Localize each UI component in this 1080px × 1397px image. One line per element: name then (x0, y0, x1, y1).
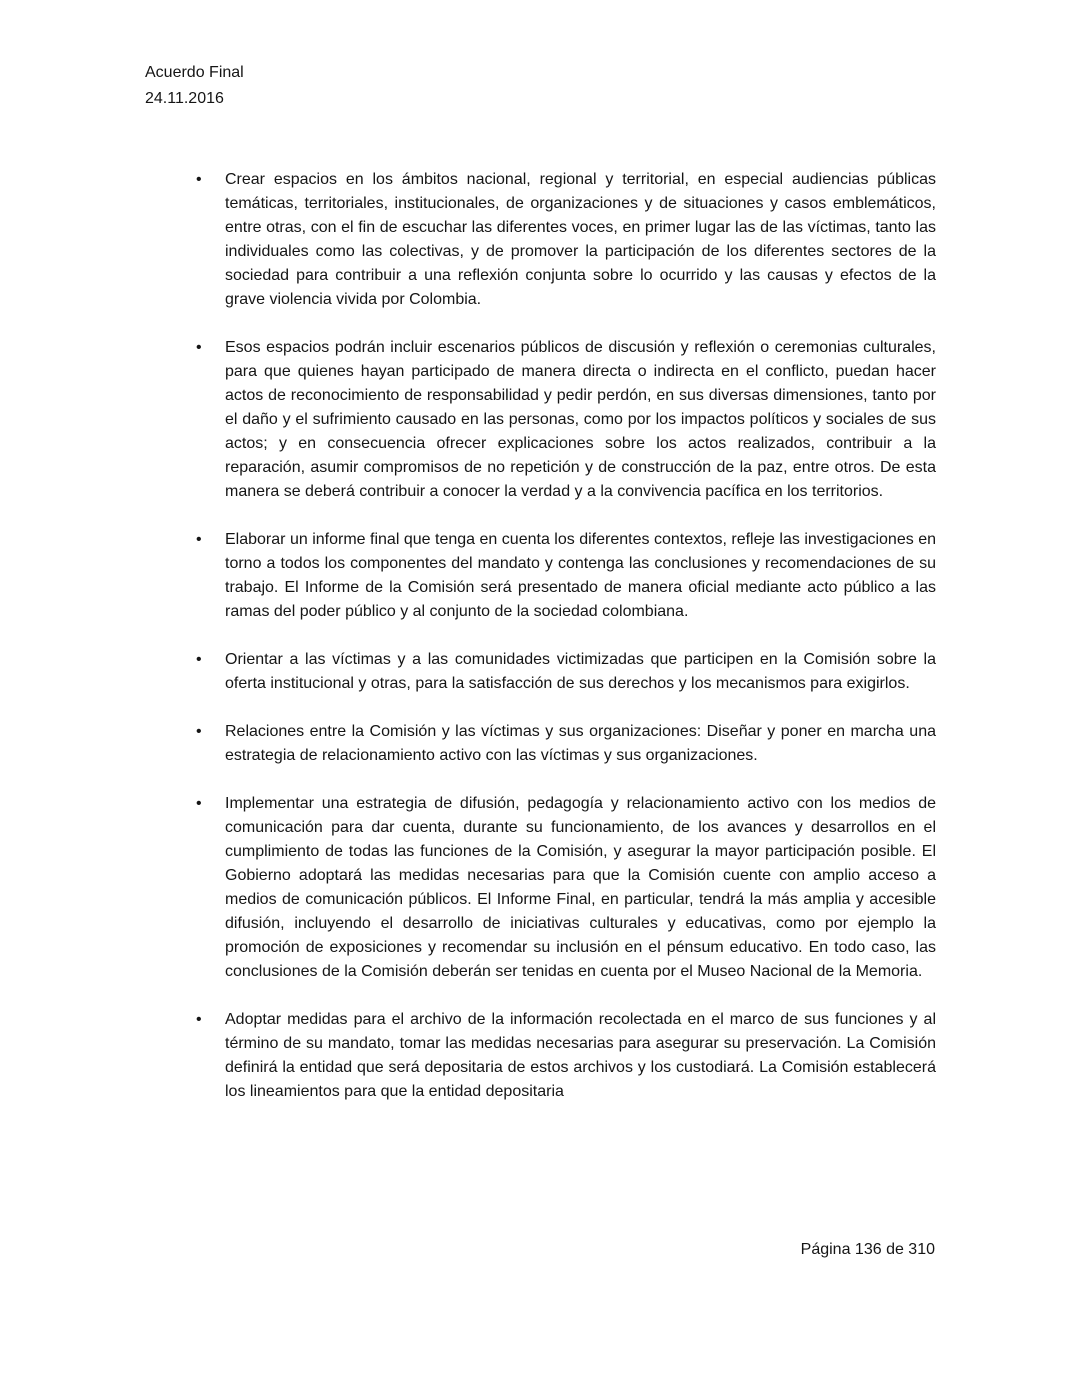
bullet-icon: • (196, 171, 202, 188)
bullet-icon: • (196, 723, 202, 740)
list-item (196, 336, 936, 504)
bullet-icon: • (196, 795, 202, 812)
paragraph-text: Implementar una estrategia de difusión, pedagogía y relacionamiento activo con los medios de comunicación para dar cuenta, durante su funcionamiento, de los avances y desarrollos en el cumplimiento de todas las funciones de la Comisión, y asegurar la mayor participación posible. El Gobierno adoptará las medidas necesarias para que la Comisión cuente con amplio acceso a medios de comunicación públicos. El Informe Final, en particular, tendrá la más amplia y accesible difusión, incluyendo el desarrollo de iniciativas culturales y educativas, como por ejemplo la promoción de exposiciones y recomendar su inclusión en el pénsum educativo. En todo caso, las conclusiones de la Comisión deberán ser tenidas en cuenta por el Museo Nacional de la Memoria. (225, 795, 936, 980)
page-number: Página 136 de 310 (800, 1241, 935, 1258)
paragraph-text: Orientar a las víctimas y a las comunidades victimizadas que participen en la Comisión sobre la oferta institucional y otras, para la satisfacción de sus derechos y los mecanismos para exigirlos. (225, 651, 936, 692)
document-title: Acuerdo Final (145, 64, 244, 81)
list-item (196, 168, 936, 312)
bullet-list (196, 168, 936, 1128)
document-header (145, 60, 244, 112)
paragraph-text: Elaborar un informe final que tenga en cuenta los diferentes contextos, refleje las investigaciones en torno a todos los componentes del mandato y contenga las conclusiones y recomendaciones de su trabajo. El Informe de la Comisión será presentado de manera oficial mediante acto público a las ramas del poder público y al conjunto de la sociedad colombiana. (225, 531, 936, 620)
list-item (196, 792, 936, 984)
document-date: 24.11.2016 (145, 90, 224, 107)
paragraph-text: Relaciones entre la Comisión y las víctimas y sus organizaciones: Diseñar y poner en marcha una estrategia de relacionamiento activo con las víctimas y sus organizaciones. (225, 723, 936, 764)
list-item (196, 1008, 936, 1104)
bullet-icon: • (196, 651, 202, 668)
paragraph-text: Crear espacios en los ámbitos nacional, regional y territorial, en especial audiencias públicas temáticas, territoriales, institucionales, de organizaciones y de situaciones y casos emblemáticos, entre otras, con el fin de escuchar las diferentes voces, en primer lugar las de las víctimas, tanto las individuales como las colectivas, y de promover la participación de los diferentes sectores de la sociedad para contribuir a una reflexión conjunta sobre lo ocurrido y las causas y efectos de la grave violencia vivida por Colombia. (225, 171, 936, 308)
paragraph-text: Adoptar medidas para el archivo de la información recolectada en el marco de sus funciones y al término de su mandato, tomar las medidas necesarias para asegurar su preservación. La Comisión definirá la entidad que será depositaria de estos archivos y los custodiará. La Comisión establecerá los lineamientos para que la entidad depositaria (225, 1011, 936, 1100)
list-item (196, 720, 936, 768)
paragraph-text: Esos espacios podrán incluir escenarios públicos de discusión y reflexión o ceremonias culturales, para que quienes hayan participado de manera directa o indirecta en el conflicto, puedan hacer actos de reconocimiento de responsabilidad y pedir perdón, en sus diversas dimensiones, tanto por el daño y el sufrimiento causado en las personas, como por los impactos políticos y sociales de sus actos; y en consecuencia ofrecer explicaciones sobre los actos realizados, contribuir a la reparación, asumir compromisos de no repetición y de construcción de la paz, entre otros. De esta manera se deberá contribuir a conocer la verdad y a la convivencia pacífica en los territorios. (225, 339, 936, 500)
bullet-icon: • (196, 339, 202, 356)
list-item (196, 528, 936, 624)
bullet-icon: • (196, 1011, 202, 1028)
bullet-icon: • (196, 531, 202, 548)
list-item (196, 648, 936, 696)
